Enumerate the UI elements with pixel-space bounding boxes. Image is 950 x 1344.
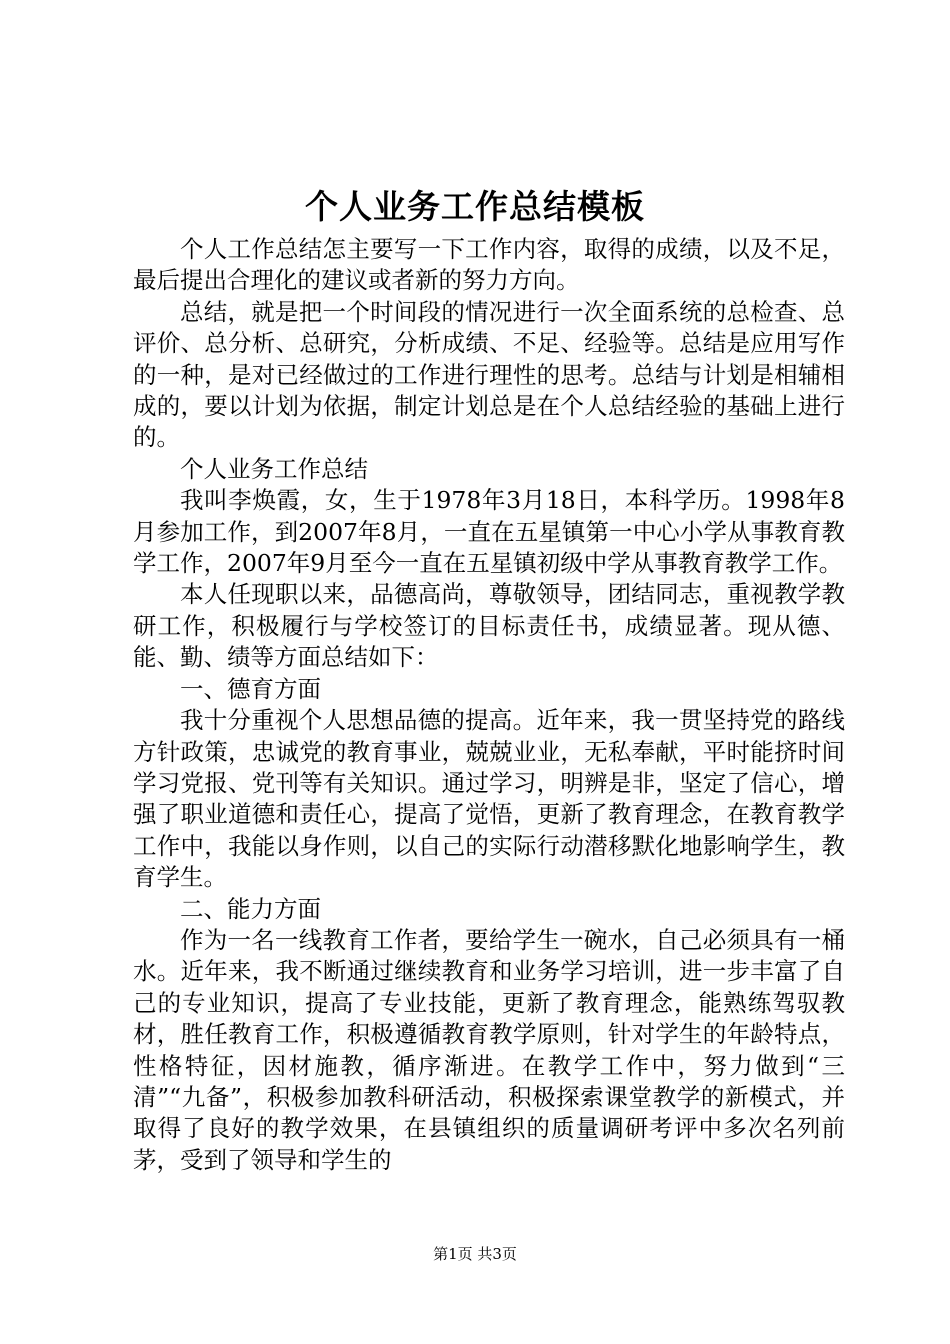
document-title: 个人业务工作总结模板 — [305, 187, 645, 226]
document-body — [133, 234, 845, 1176]
section-heading-moral: 一、德育方面 — [180, 674, 321, 703]
moral-paragraph: 我十分重视个人思想品德的提高。近年来，我一贯坚持党的路线方针政策，忠诚党的教育事业，兢兢业业，无私奉献，平时能挤时间学习党报、党刊等有关知识。通过学习，明辨是非，坚定了信心，增强了职业道德和责任心，提高了觉悟，更新了教育理念，在教育教学工作中，我能以身作则，以自己的实际行动潜移默化地影响学生，教育学生。 — [133, 706, 845, 892]
definition-paragraph: 总结，就是把一个时间段的情况进行一次全面系统的总检查、总评价、总分析、总研究，分析成绩、不足、经验等。总结是应用写作的一种，是对已经做过的工作进行理性的思考。总结与计划是相辅相成的，要以计划为依据，制定计划总是在个人总结经验的基础上进行的。 — [133, 297, 845, 452]
personal-info-paragraph: 我叫李焕霞，女，生于1978年3月18日，本科学历。1998年8月参加工作，到2007年8月，一直在五星镇第一中心小学从事教育教学工作，2007年9月至今一直在五星镇初级中学从事教育教学工作。 — [133, 486, 845, 578]
overview-paragraph: 本人任现职以来，品德高尚，尊敬领导，团结同志，重视教学教研工作，积极履行与学校签订的目标责任书，成绩显著。现从德、能、勤、绩等方面总结如下： — [133, 580, 845, 672]
section-heading-summary: 个人业务工作总结 — [180, 454, 368, 483]
section-heading-ability: 二、能力方面 — [180, 894, 321, 923]
intro-paragraph: 个人工作总结怎主要写一下工作内容，取得的成绩，以及不足，最后提出合理化的建议或者新的努力方向。 — [133, 235, 845, 295]
page-footer: 第1页 共3页 — [433, 1245, 517, 1263]
ability-paragraph: 作为一名一线教育工作者，要给学生一碗水，自己必须具有一桶水。近年来，我不断通过继续教育和业务学习培训，进一步丰富了自己的专业知识，提高了专业技能，更新了教育理念，能熟练驾驭教材，胜任教育工作，积极遵循教育教学原则，针对学生的年龄特点，性格特征，因材施教，循序渐进。在教学工作中，努力做到“三清”“九备”，积极参加教科研活动，积极探索课堂教学的新模式，并取得了良好的教学效果，在县镇组织的质量调研考评中多次名列前茅，受到了领导和学生的 — [133, 925, 845, 1174]
